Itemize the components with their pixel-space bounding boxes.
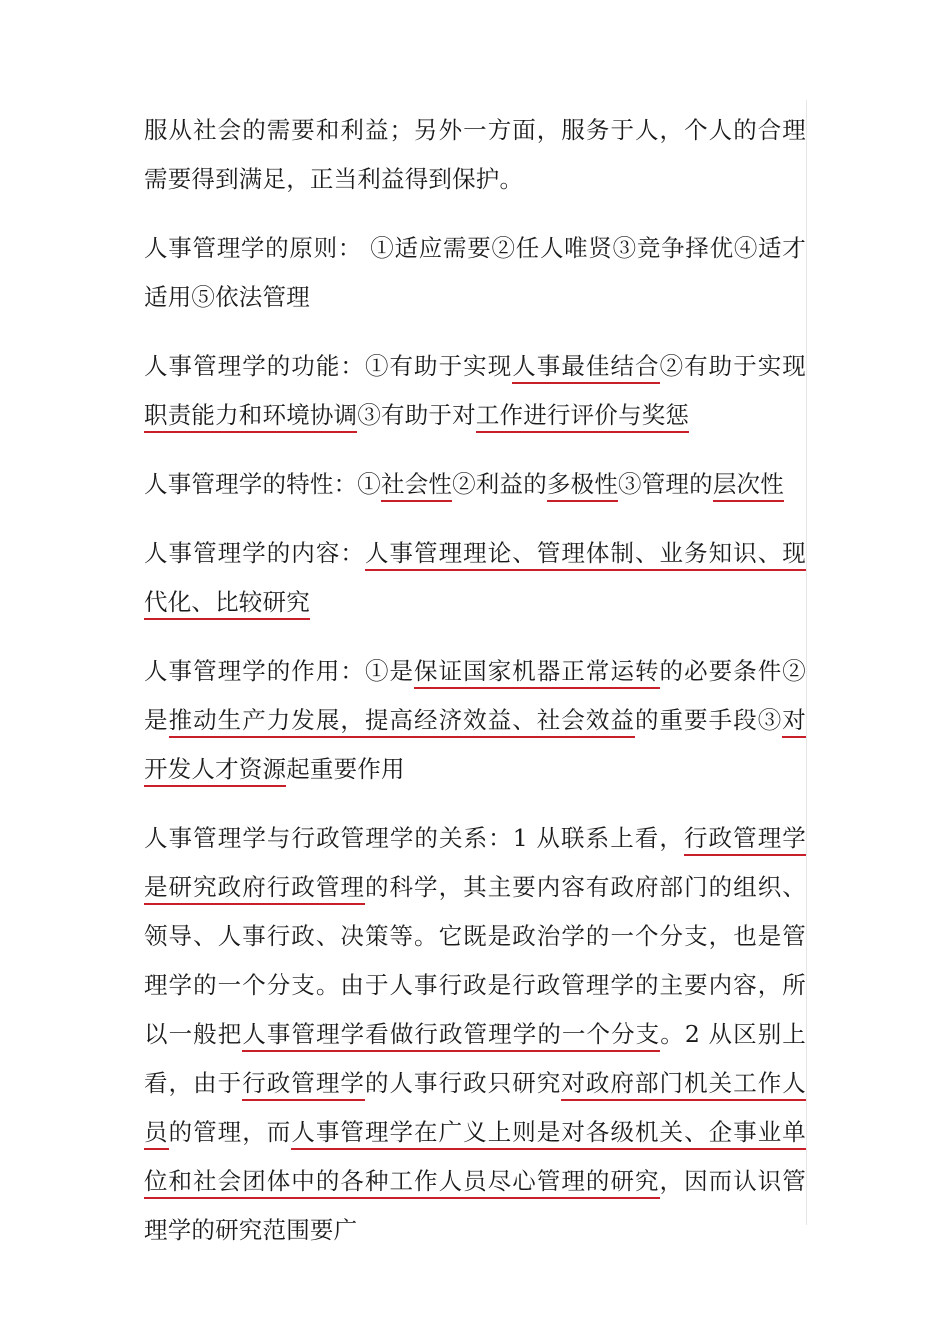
paragraph-principles xyxy=(144,224,806,322)
paragraph-functions xyxy=(144,342,806,440)
paragraph-text: 服从社会的需要和利益；另外一方面，服务于人，个人的合理需要得到满足，正当利益得到保护。 xyxy=(144,116,806,193)
underlined-text: 人事最佳结合 xyxy=(512,352,659,384)
paragraph-text: ②有助于实现 xyxy=(659,352,807,380)
paragraph-roles xyxy=(144,647,806,794)
paragraph-text: ③有助于对 xyxy=(357,401,476,429)
underlined-text: 对开发人才资源 xyxy=(144,706,806,787)
paragraph-text: 人事管理学的原则： ①适应需要②任人唯贤③竞争择优④适才适用⑤依法管理 xyxy=(144,234,806,311)
paragraph-text: 。2 从区别上看，由于 xyxy=(144,1020,807,1097)
paragraph-text: 的管理，而 xyxy=(168,1118,292,1146)
paragraph-text: 的必要条件②是 xyxy=(144,657,806,734)
underlined-text: 职责能力和环境协调 xyxy=(144,401,357,433)
paragraph-text: 的科学，其主要内容有政府部门的组织、领导、人事行政、决策等。它既是政治学的一个分支，也是管理学的一个分支。由于人事行政是行政管理学的主要内容，所以一般把 xyxy=(144,873,806,1048)
underlined-text: 工作进行评价与奖惩 xyxy=(476,401,689,433)
underlined-text: 层次性 xyxy=(713,470,784,502)
paragraph-text: 人事管理学的功能：①有助于实现 xyxy=(144,352,513,380)
paragraph-text: ③管理的 xyxy=(618,470,713,498)
paragraph-continuation xyxy=(144,106,806,204)
paragraph-contents xyxy=(144,529,806,627)
paragraph-text: 的重要手段③ xyxy=(635,706,783,734)
underlined-text: 行政管理学 xyxy=(242,1069,365,1101)
paragraph-text: 的人事行政只研究 xyxy=(364,1069,562,1097)
underlined-text: 社会性 xyxy=(381,470,452,502)
underlined-text: 推动生产力发展，提高经济效益、社会效益 xyxy=(169,706,635,738)
paragraph-text: ②利益的 xyxy=(452,470,547,498)
paragraph-text: 起重要作用 xyxy=(286,755,405,783)
document-body xyxy=(144,106,806,1275)
paragraph-text: 人事管理学的作用：①是 xyxy=(144,657,415,685)
paragraph-text: ，因而认识管理学的研究范围要广 xyxy=(144,1167,806,1244)
paragraph-text: 人事管理学的内容： xyxy=(144,539,365,567)
underlined-text: 对政府部门机关工作人员 xyxy=(144,1069,806,1150)
paragraph-relationship xyxy=(144,814,806,1255)
underlined-text: 多极性 xyxy=(547,470,618,502)
paragraph-text: 人事管理学与行政管理学的关系：1 从联系上看， xyxy=(144,824,684,852)
underlined-text: 保证国家机器正常运转 xyxy=(414,657,660,689)
underlined-text: 人事管理学看做行政管理学的一个分支 xyxy=(242,1020,660,1052)
underlined-text: 行政管理学是研究政府行政管理 xyxy=(144,824,806,905)
paragraph-characteristics xyxy=(144,460,806,509)
underlined-text: 人事管理学在广义上则是对各级机关、企事业单位和社会团体中的各种工作人员尽心管理的研究 xyxy=(144,1118,806,1199)
right-margin-rule xyxy=(806,100,807,1225)
paragraph-text: 人事管理学的特性：① xyxy=(144,470,381,498)
underlined-text: 人事管理理论、管理体制、业务知识、现代化、比较研究 xyxy=(144,539,806,620)
